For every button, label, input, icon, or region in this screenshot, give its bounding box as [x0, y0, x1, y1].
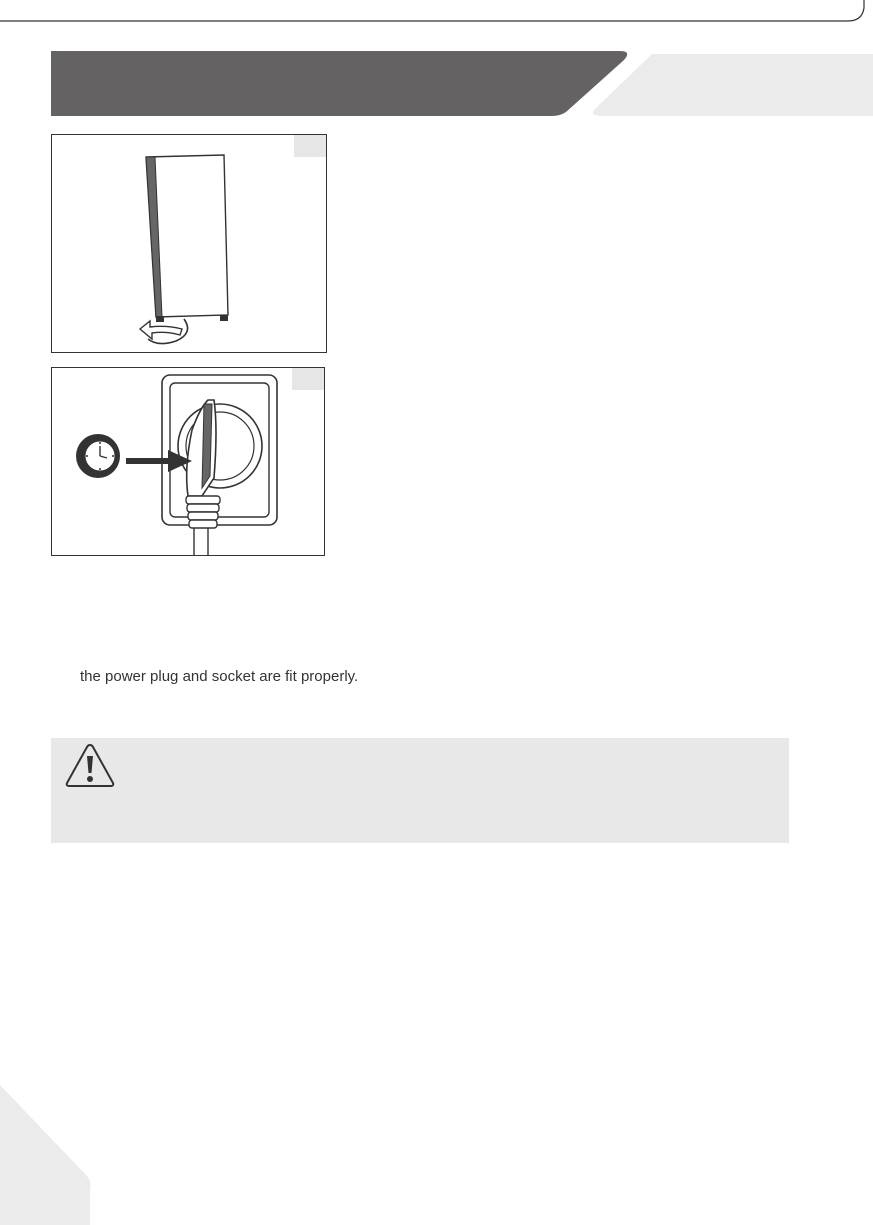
page-corner-tab — [0, 1085, 100, 1225]
plug-note-text: the power plug and socket are fit properly. — [80, 668, 359, 685]
figure-tilt-appliance — [51, 134, 327, 353]
warning-box — [51, 738, 789, 843]
clock-icon — [74, 432, 122, 480]
curved-arrow-icon — [136, 311, 196, 351]
figure-plug-socket — [51, 367, 325, 556]
warning-triangle-icon — [64, 742, 116, 790]
top-rule — [0, 0, 873, 40]
section-header-banner — [0, 46, 873, 118]
arrow-right-icon — [124, 448, 194, 474]
